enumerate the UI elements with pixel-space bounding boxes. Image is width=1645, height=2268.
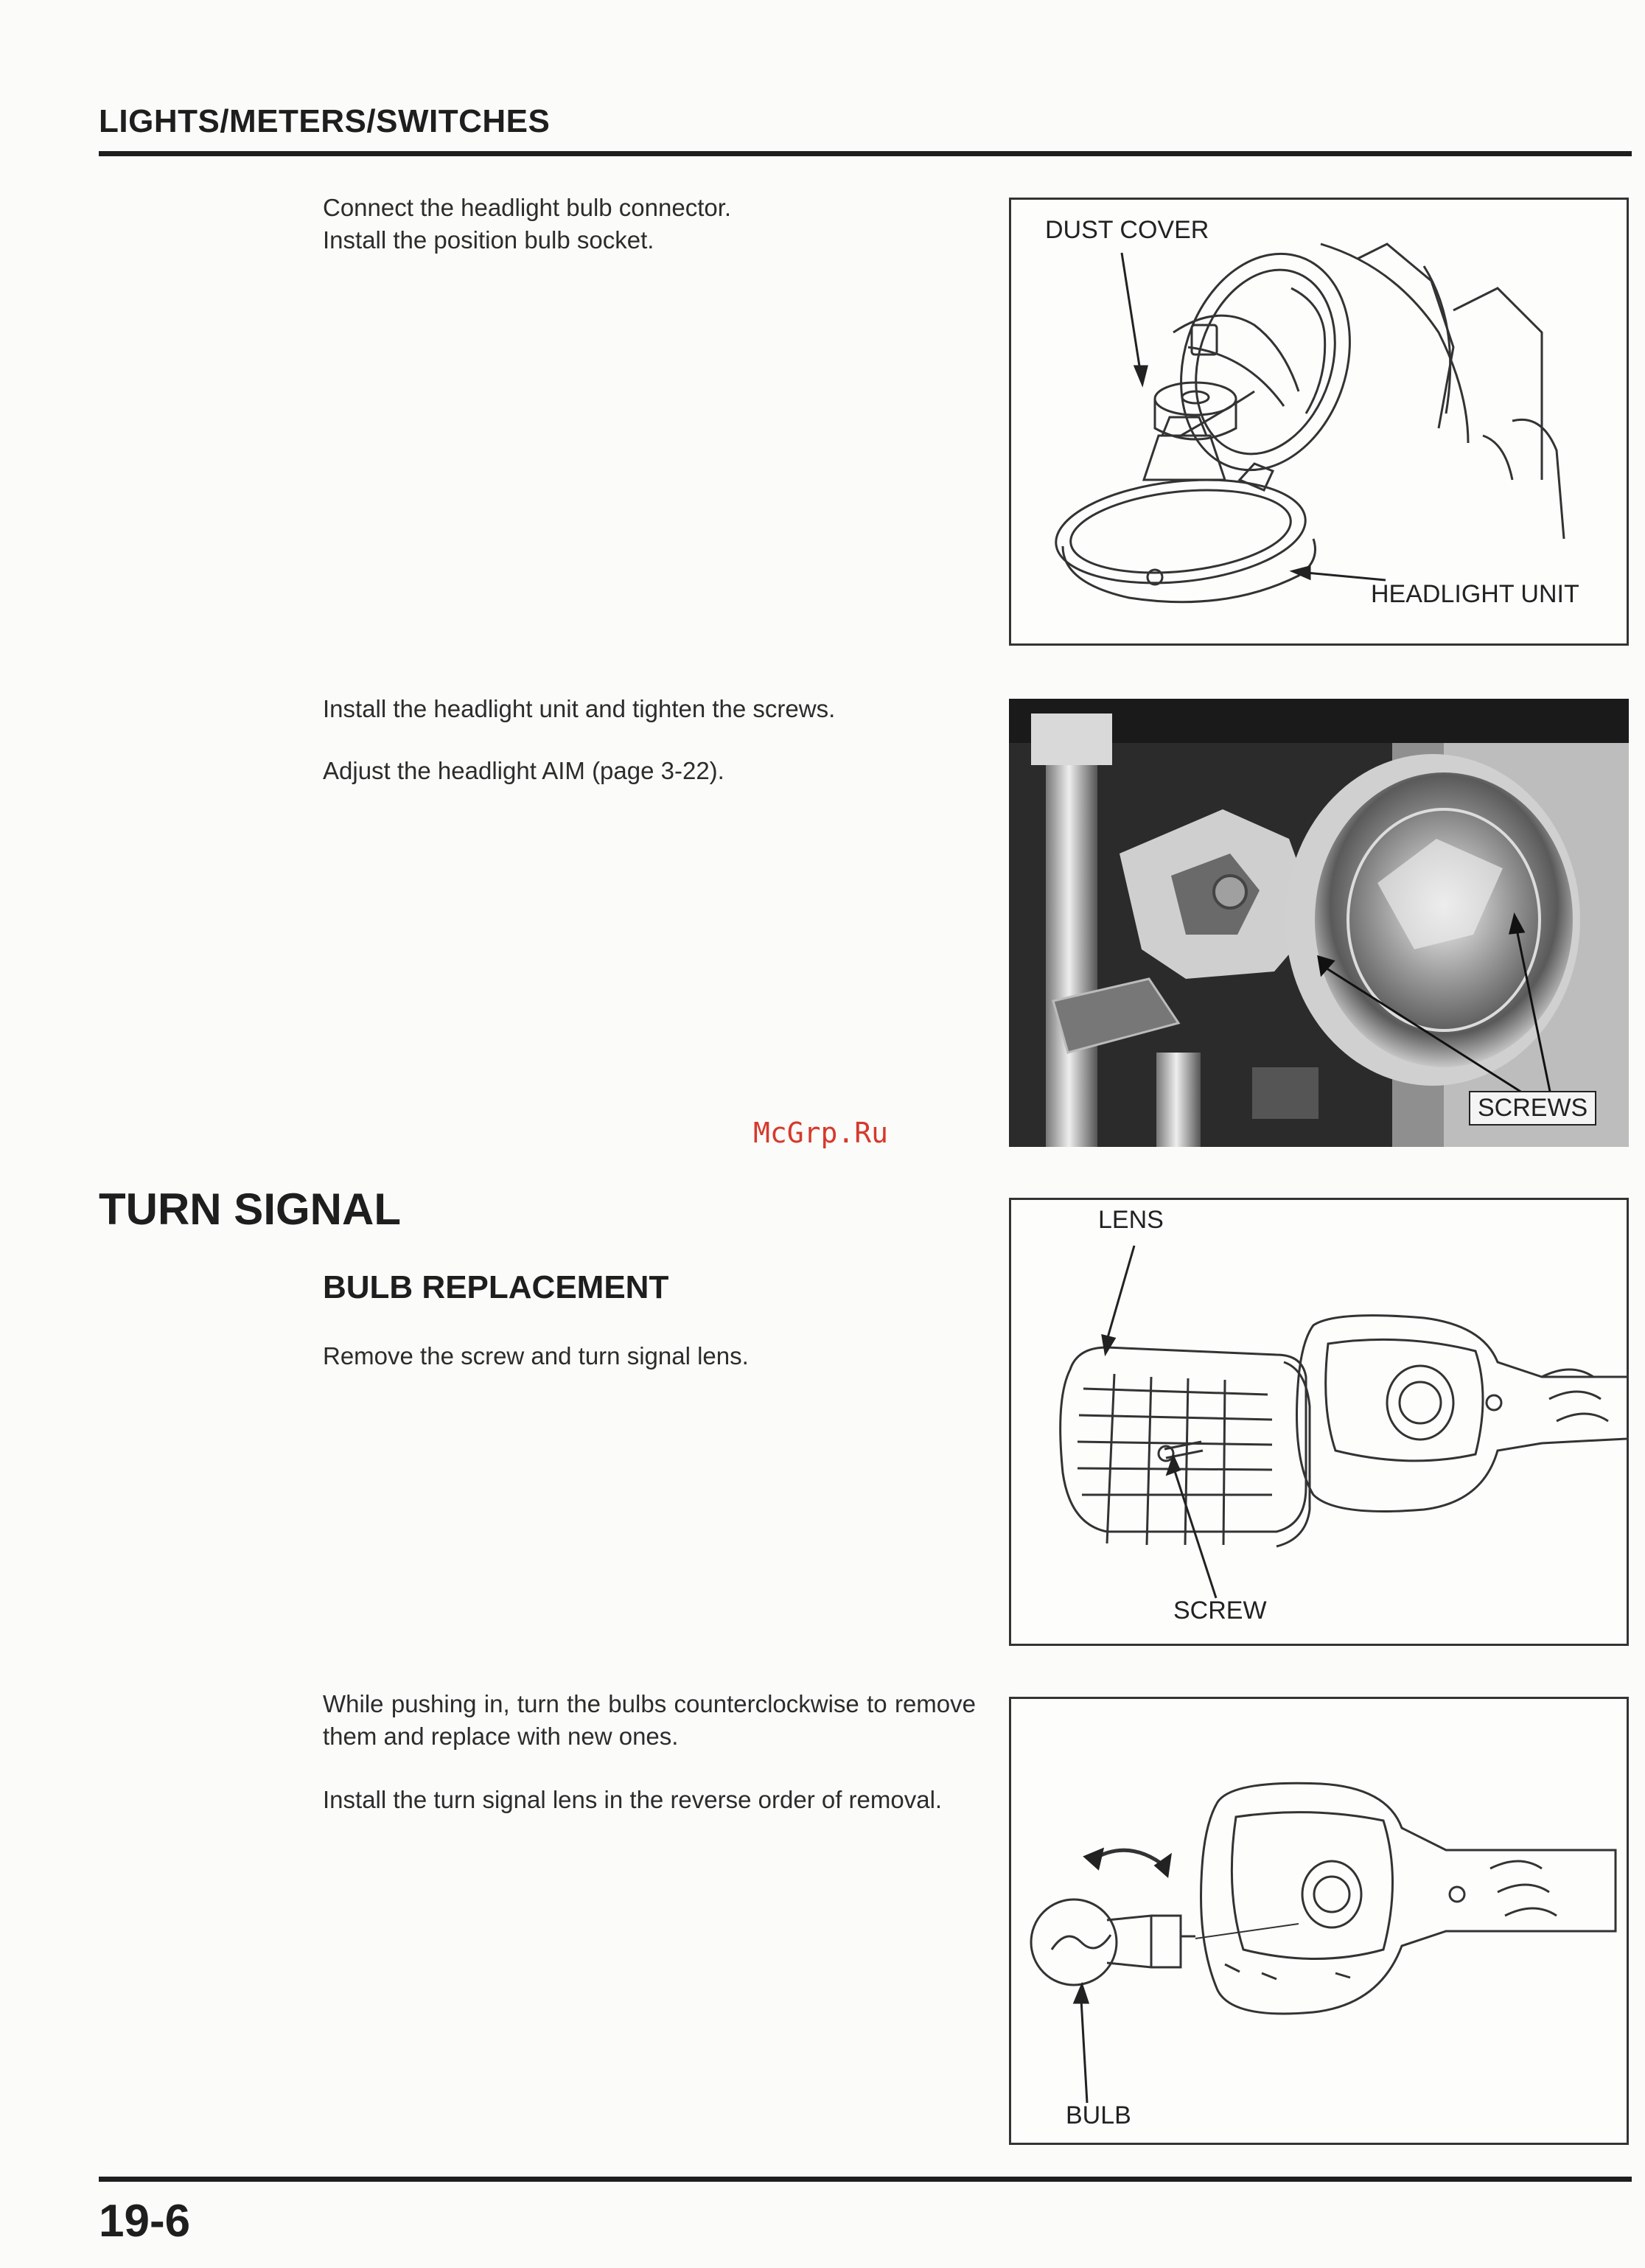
section-title: TURN SIGNAL (99, 1184, 401, 1234)
section-subtitle: BULB REPLACEMENT (323, 1269, 669, 1305)
label-bulb: BULB (1066, 2101, 1131, 2129)
instruction-remove-lens: Remove the screw and turn signal lens. (323, 1342, 749, 1369)
page-number: 19-6 (99, 2196, 191, 2247)
figure-turn-signal-lens (1009, 1198, 1629, 1646)
label-lens: LENS (1098, 1206, 1164, 1234)
instruction-push-turn: While pushing in, turn the bulbs counterclockwise to remove them and replace with new ones. (323, 1690, 976, 1750)
label-screw: SCREW (1173, 1597, 1267, 1625)
figure-headlight-exploded (1009, 198, 1629, 646)
instruction-install (323, 693, 976, 787)
bulb-removal-drawing (1011, 1699, 1629, 2145)
label-dust-cover: DUST COVER (1045, 216, 1209, 244)
headlight-photo (1009, 699, 1629, 1147)
headlight-exploded-drawing (1011, 200, 1629, 646)
watermark: McGrp.Ru (753, 1117, 889, 1149)
label-headlight-unit: HEADLIGHT UNIT (1371, 580, 1579, 608)
instruction-adjust-aim: Adjust the headlight AIM (page 3-22). (323, 757, 724, 784)
header-rule (99, 151, 1632, 156)
label-screws: SCREWS (1469, 1091, 1596, 1126)
turn-signal-lens-drawing (1011, 1200, 1629, 1646)
figure-headlight-photo (1009, 699, 1629, 1147)
section-header: LIGHTS/METERS/SWITCHES (99, 103, 551, 139)
instruction-replace-bulb (323, 1688, 976, 1816)
instruction-connect (323, 192, 976, 257)
instruction-reinstall: Install the turn signal lens in the reverse order of removal. (323, 1786, 943, 1813)
instruction-connect-line2: Install the position bulb socket. (323, 226, 654, 254)
footer-rule (99, 2177, 1632, 2182)
instruction-install-unit: Install the headlight unit and tighten the screws. (323, 695, 836, 722)
instruction-connect-line1: Connect the headlight bulb connector. (323, 194, 732, 221)
figure-bulb-removal (1009, 1697, 1629, 2145)
